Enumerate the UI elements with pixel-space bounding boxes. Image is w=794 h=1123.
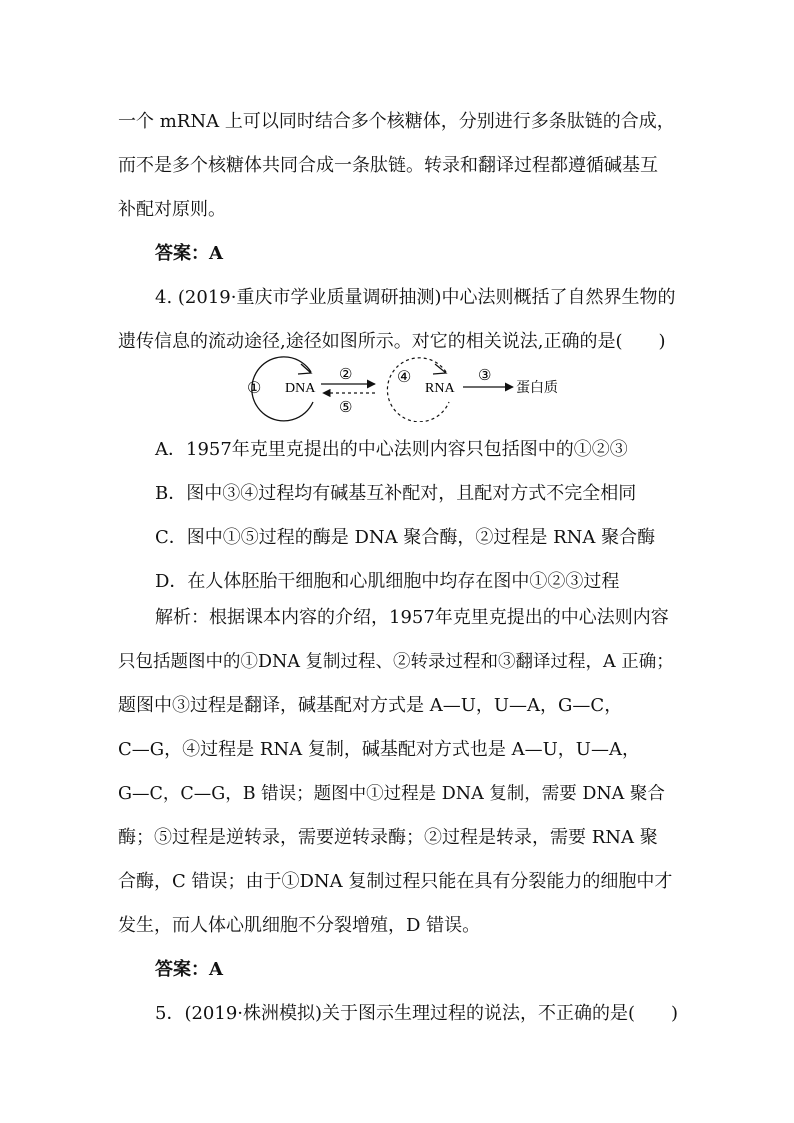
dna-label: DNA xyxy=(285,381,316,396)
analysis-line-2: 只包括题图中的①DNA 复制过程、②转录过程和③翻译过程，A 正确； xyxy=(118,652,674,672)
analysis-line-3: 题图中③过程是翻译，碱基配对方式是 A—U，U—A，G—C， xyxy=(118,695,623,716)
analysis-line-1: 解析：根据课本内容的介绍，1957年克里克提出的中心法则内容 xyxy=(155,607,669,628)
analysis-line-8: 发生，而人体心肌细胞不分裂增殖，D 错误。 xyxy=(118,915,481,936)
analysis-line-7: 合酶，C 错误；由于①DNA 复制过程只能在具有分裂能力的细胞中才 xyxy=(118,871,673,892)
label-3: ③ xyxy=(478,368,492,384)
option-d: D．在人体胚胎干细胞和心肌细胞中均存在图中①②③过程 xyxy=(155,571,620,592)
central-dogma-diagram xyxy=(235,350,575,422)
protein-label: 蛋白质 xyxy=(516,381,558,396)
label-4: ④ xyxy=(397,369,412,386)
label-5: ⑤ xyxy=(339,400,353,416)
analysis-line-4: C—G，④过程是 RNA 复制，碱基配对方式也是 A—U，U—A， xyxy=(118,739,640,760)
answer-4: 答案：A xyxy=(155,959,223,980)
question-4-line-2: 遗传信息的流动途径,途径如图所示。对它的相关说法,正确的是( ) xyxy=(118,331,666,352)
intro-line-1: 一个 mRNA 上可以同时结合多个核糖体，分别进行多条肽链的合成， xyxy=(118,111,675,132)
question-5-line-1: 5．(2019·株洲模拟)关于图示生理过程的说法，不正确的是( ) xyxy=(155,1003,679,1024)
label-2: ② xyxy=(339,367,353,383)
intro-line-3: 补配对原则。 xyxy=(118,199,226,220)
analysis-line-5: G—C，C—G，B 错误；题图中①过程是 DNA 复制，需要 DNA 聚合 xyxy=(118,784,665,804)
analysis-line-6: 酶；⑤过程是逆转录，需要逆转录酶；②过程是转录，需要 RNA 聚 xyxy=(118,827,658,848)
intro-line-2: 而不是多个核糖体共同合成一条肽链。转录和翻译过程都遵循碱基互 xyxy=(118,155,658,176)
option-b: B．图中③④过程均有碱基互补配对，且配对方式不完全相同 xyxy=(155,483,637,504)
option-c: C．图中①⑤过程的酶是 DNA 聚合酶，②过程是 RNA 聚合酶 xyxy=(155,527,656,548)
label-1: ① xyxy=(247,380,262,397)
rna-label: RNA xyxy=(425,381,455,396)
answer-3: 答案：A xyxy=(155,243,223,264)
question-4-line-1: 4. (2019·重庆市学业质量调研抽测)中心法则概括了自然界生物的 xyxy=(155,287,676,308)
option-a: A．1957年克里克提出的中心法则内容只包括图中的①②③ xyxy=(155,439,628,460)
